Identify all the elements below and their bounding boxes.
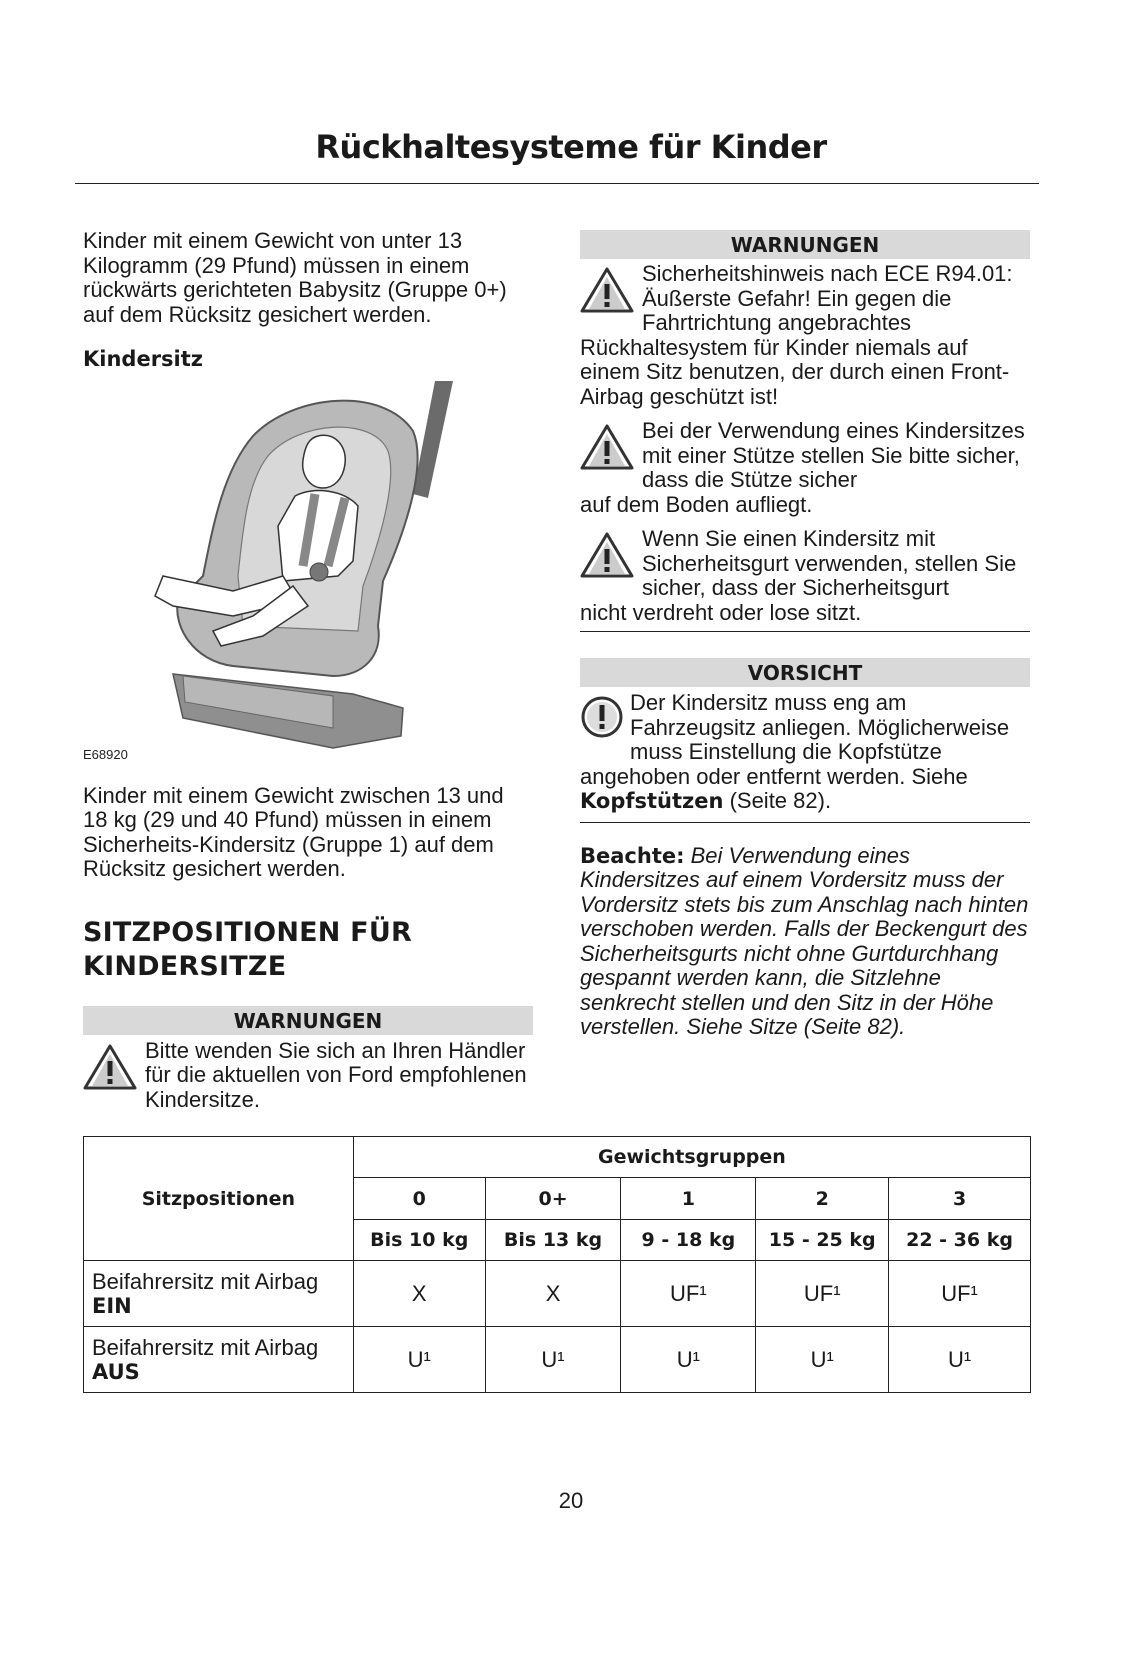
warnings-end-rule — [580, 631, 1030, 632]
table-cell: U¹ — [485, 1327, 621, 1393]
weight-label: 15 - 25 kg — [756, 1220, 889, 1261]
warning-item — [580, 419, 1030, 517]
group1-paragraph: Kinder mit einem Gewicht zwischen 13 und 18 kg (29 und 40 Pfund) müssen in einem Sicherheits-Kindersitz (Gruppe 1) auf dem Rücksitz gesichert werden. — [83, 782, 504, 881]
note-text: Bei Verwendung eines Kindersitzes auf einem Vordersitz muss der Vordersitz stets bis zum Anschlag nach hinten verschoben werden. Falls der Beckengurt des Sicherheitsgurts nicht ohne Gurtdurchhang gespannt werden kann, die Sitzlehne senkrecht stellen und den Sitz in der Höhe verstellen. Siehe Sitze (Seite 82). — [580, 842, 1029, 1039]
warning-text-first: Sicherheitshinweis nach ECE R94.01: Äußerste Gefahr! Ein gegen die Fahrtrichtung angebrachtes — [642, 261, 1013, 335]
table-cell: UF¹ — [889, 1261, 1031, 1327]
weight-label: 22 - 36 kg — [889, 1220, 1031, 1261]
caution-text-rest: angehoben oder entfernt werden. Siehe — [580, 763, 968, 789]
caution-end-rule — [580, 822, 1030, 823]
note-paragraph — [580, 844, 1030, 1040]
caution-header: VORSICHT — [580, 658, 1030, 687]
warning-item — [580, 527, 1030, 625]
warning-triangle-icon — [83, 1043, 137, 1091]
child-seat-drawing — [83, 376, 533, 766]
warning-text-rest: nicht verdreht oder lose sitzt. — [580, 599, 862, 625]
weight-label: Bis 10 kg — [353, 1220, 485, 1261]
table-cell: X — [353, 1261, 485, 1327]
table-cell: U¹ — [889, 1327, 1031, 1393]
table-cell: X — [485, 1261, 621, 1327]
table-cell: U¹ — [756, 1327, 889, 1393]
group-header: Gewichtsgruppen — [353, 1137, 1030, 1178]
warning-text-first: Bei der Verwendung eines Kindersitzes mit einer Stütze stellen Sie bitte sicher, dass die Stütze sicher — [642, 418, 1025, 492]
right-column — [580, 230, 1030, 1040]
row-label-state: AUS — [92, 1359, 140, 1384]
warnings-header-right: WARNUNGEN — [580, 230, 1030, 259]
warning-item — [83, 1039, 533, 1113]
table-row — [84, 1327, 1031, 1393]
table-cell: U¹ — [353, 1327, 485, 1393]
caution-circle-icon — [580, 695, 624, 739]
left-column — [83, 229, 533, 1112]
row-label-text: Beifahrersitz mit Airbag — [92, 1268, 319, 1294]
group-label: 3 — [889, 1178, 1031, 1220]
warning-text: Bitte wenden Sie sich an Ihren Händler für die aktuellen von Ford empfohlenen Kindersitze. — [145, 1037, 527, 1112]
group-label: 1 — [621, 1178, 756, 1220]
caution-link[interactable]: Kopfstützen — [580, 789, 724, 813]
col-header-sitzpositionen: Sitzpositionen — [84, 1137, 354, 1261]
weight-label: 9 - 18 kg — [621, 1220, 756, 1261]
group-label: 2 — [756, 1178, 889, 1220]
row-label-text: Beifahrersitz mit Airbag — [92, 1334, 319, 1360]
warning-text-rest: auf dem Boden aufliegt. — [580, 491, 813, 517]
child-seat-illustration — [83, 376, 533, 766]
warning-triangle-icon — [580, 266, 634, 314]
note-label: Beachte: — [580, 843, 685, 868]
warning-text-first: Wenn Sie einen Kindersitz mit Sicherheitsgurt verwenden, stellen Sie sicher, dass der Sicherheitsgurt — [642, 526, 1017, 600]
page-number: 20 — [558, 1488, 584, 1513]
intro-paragraph: Kinder mit einem Gewicht von unter 13 Kilogramm (29 Pfund) müssen in einem rückwärts gerichteten Babysitz (Gruppe 0+) auf dem Rücksitz gesichert werden. — [83, 228, 507, 327]
caution-item — [580, 691, 1030, 814]
table-cell: UF¹ — [621, 1261, 756, 1327]
table-cell: U¹ — [621, 1327, 756, 1393]
table-row — [84, 1261, 1031, 1327]
page-title: Rückhaltesysteme für Kinder — [315, 128, 827, 166]
subheading-kindersitz: Kindersitz — [83, 347, 204, 371]
row-label — [84, 1327, 354, 1393]
figure-id: E68920 — [83, 747, 128, 762]
caution-text-first: Der Kindersitz muss eng am Fahrzeugsitz anliegen. Möglicherweise muss Einstellung die Kopfstütze — [630, 690, 1010, 764]
weight-label: Bis 13 kg — [485, 1220, 621, 1261]
warning-text-rest: Rückhaltesystem für Kinder niemals auf einem Sitz benutzen, der durch einen Front-Airbag geschützt ist! — [580, 334, 1010, 409]
section-heading: SITZPOSITIONEN FÜR KINDERSITZE — [83, 916, 412, 982]
row-label-state: EIN — [92, 1293, 132, 1318]
table-cell: UF¹ — [756, 1261, 889, 1327]
row-label — [84, 1261, 354, 1327]
warning-triangle-icon — [580, 531, 634, 579]
caution-page-ref: (Seite 82). — [723, 788, 832, 813]
group-label: 0 — [353, 1178, 485, 1220]
warning-item — [580, 262, 1030, 409]
title-divider — [75, 183, 1039, 184]
warnings-header-left: WARNUNGEN — [83, 1006, 533, 1035]
warning-triangle-icon — [580, 423, 634, 471]
group-label: 0+ — [485, 1178, 621, 1220]
seating-positions-table — [83, 1136, 1031, 1393]
